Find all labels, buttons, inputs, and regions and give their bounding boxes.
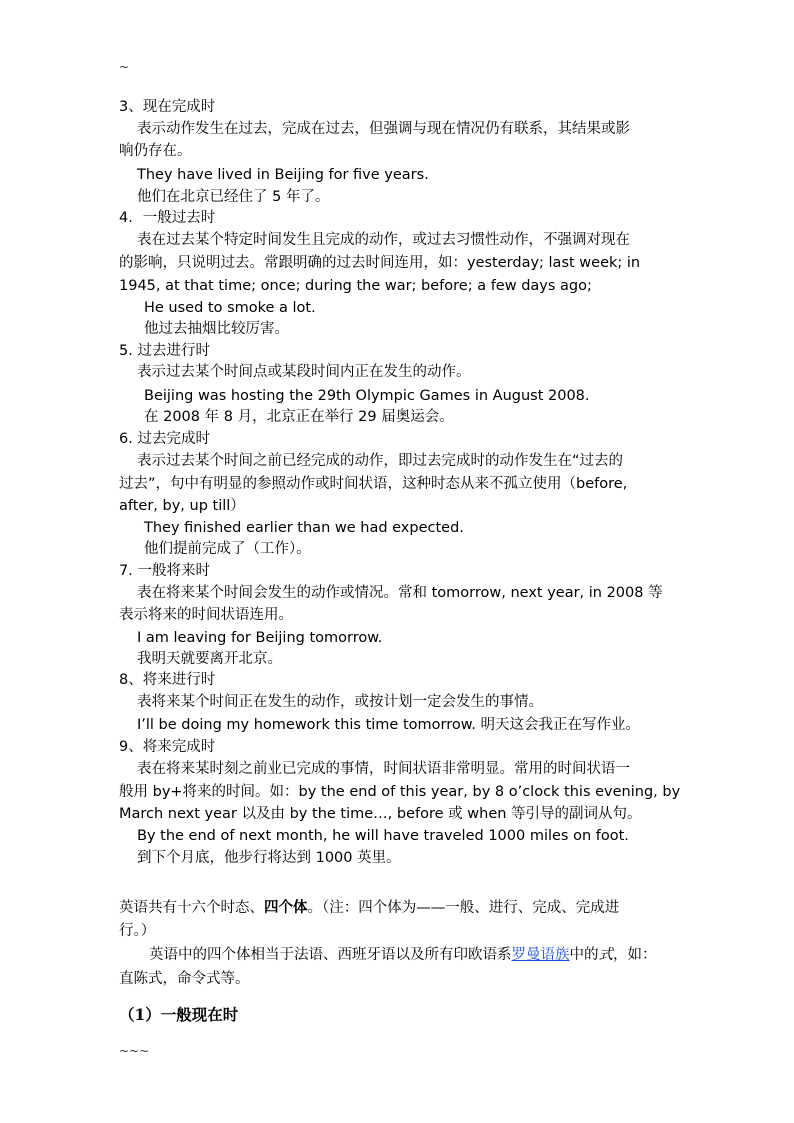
section-6-example-en: They finished earlier than we had expected. bbox=[144, 520, 464, 536]
summary-text-a: 英语共有十六个时态、 bbox=[119, 900, 264, 916]
section-8-desc-1: 表将来某个时间正在发生的动作，或按计划一定会发生的事情。 bbox=[137, 694, 543, 710]
footer-mark: ~~~ bbox=[119, 1044, 150, 1058]
summary-line-3-c: ，如： bbox=[613, 947, 657, 963]
section-4-desc-2: 的影响，只说明过去。常跟明确的过去时间连用，如：yesterday; last week; in bbox=[119, 255, 641, 271]
section-3-example-zh: 他们在北京已经住了 5 年了。 bbox=[137, 189, 330, 205]
section-5-title: 5. 过去进行时 bbox=[119, 343, 210, 359]
summary-line-2: 行。） bbox=[119, 923, 156, 939]
section-6-example-zh: 他们提前完成了（工作）。 bbox=[144, 541, 311, 557]
summary-line-3-b: 中的 bbox=[569, 947, 599, 963]
summary-line-1 bbox=[119, 897, 619, 919]
section-7-desc-1: 表在将来某个时间会发生的动作或情况。常和 tomorrow, next year, in 2008 等 bbox=[137, 585, 663, 601]
summary-line-3 bbox=[149, 944, 657, 966]
summary-line-3-a: 英语中的四个体相当于法语、西班牙语以及所有印欧语系 bbox=[149, 947, 512, 963]
section-3-title: 3、现在完成时 bbox=[119, 99, 216, 115]
section-3-example-en: They have lived in Beijing for five years. bbox=[137, 167, 429, 183]
section-6-title: 6. 过去完成时 bbox=[119, 431, 210, 447]
section-4-example-en: He used to smoke a lot. bbox=[144, 300, 316, 316]
section-4-title: 4．一般过去时 bbox=[119, 210, 216, 226]
section-6-desc-2: 过去”，句中有明显的参照动作或时间状语，这种时态从来不孤立使用（before, bbox=[119, 476, 628, 492]
romance-languages-link[interactable]: 罗曼语族 bbox=[511, 947, 570, 963]
section-3-desc-1: 表示动作发生在过去，完成在过去，但强调与现在情况仍有联系，其结果或影 bbox=[137, 121, 630, 137]
section-9-desc-2: 般用 by+将来的时间。如：by the end of this year, by 8 o’clock this evening, by bbox=[119, 784, 681, 800]
heading-present-simple: （1）一般现在时 bbox=[119, 1005, 239, 1024]
section-5-desc-1: 表示过去某个时间点或某段时间内正在发生的动作。 bbox=[137, 364, 471, 380]
summary-text-c: 。（注：四个体为——一般、进行、完成、完成进 bbox=[307, 900, 620, 916]
section-9-example-en: By the end of next month, he will have traveled 1000 miles on foot. bbox=[137, 828, 629, 844]
section-3-desc-2: 响仍存在。 bbox=[119, 143, 192, 159]
section-7-example-en: I am leaving for Beijing tomorrow. bbox=[137, 630, 383, 646]
section-9-example-zh: 到下个月底，他步行将达到 1000 英里。 bbox=[137, 850, 401, 866]
header-mark: ~ bbox=[119, 60, 130, 74]
section-9-desc-3: March next year 以及由 by the time…, before 或 when 等引导的副词从句。 bbox=[119, 806, 642, 822]
section-4-example-zh: 他过去抽烟比较厉害。 bbox=[144, 321, 289, 337]
summary-line-4: 直陈式，命令式等。 bbox=[119, 971, 250, 987]
section-6-desc-1: 表示过去某个时间之前已经完成的动作，即过去完成时的动作发生在“过去的 bbox=[137, 453, 624, 469]
section-7-example-zh: 我明天就要离开北京。 bbox=[137, 651, 282, 667]
section-7-desc-2: 表示将来的时间状语连用。 bbox=[119, 607, 293, 623]
section-9-desc-1: 表在将来某时刻之前业已完成的事情，时间状语非常明显。常用的时间状语一 bbox=[137, 761, 630, 777]
section-7-title: 7. 一般将来时 bbox=[119, 563, 210, 579]
section-8-example-line: I’ll be doing my homework this time tomorrow. 明天这会我正在写作业。 bbox=[137, 717, 640, 733]
section-4-desc-1: 表在过去某个特定时间发生且完成的动作，或过去习惯性动作，不强调对现在 bbox=[137, 232, 630, 248]
summary-four-aspects: 四个体 bbox=[264, 899, 308, 916]
section-5-example-en: Beijing was hosting the 29th Olympic Games in August 2008. bbox=[144, 388, 590, 404]
section-5-example-zh: 在 2008 年 8 月，北京正在举行 29 届奥运会。 bbox=[144, 409, 454, 425]
section-4-desc-3: 1945, at that time; once; during the war; before; a few days ago; bbox=[119, 278, 592, 294]
section-6-desc-3: after, by, up till） bbox=[119, 498, 245, 514]
summary-line-3-em: 式 bbox=[598, 947, 613, 963]
section-9-title: 9、将来完成时 bbox=[119, 739, 216, 755]
section-8-title: 8、将来进行时 bbox=[119, 672, 216, 688]
